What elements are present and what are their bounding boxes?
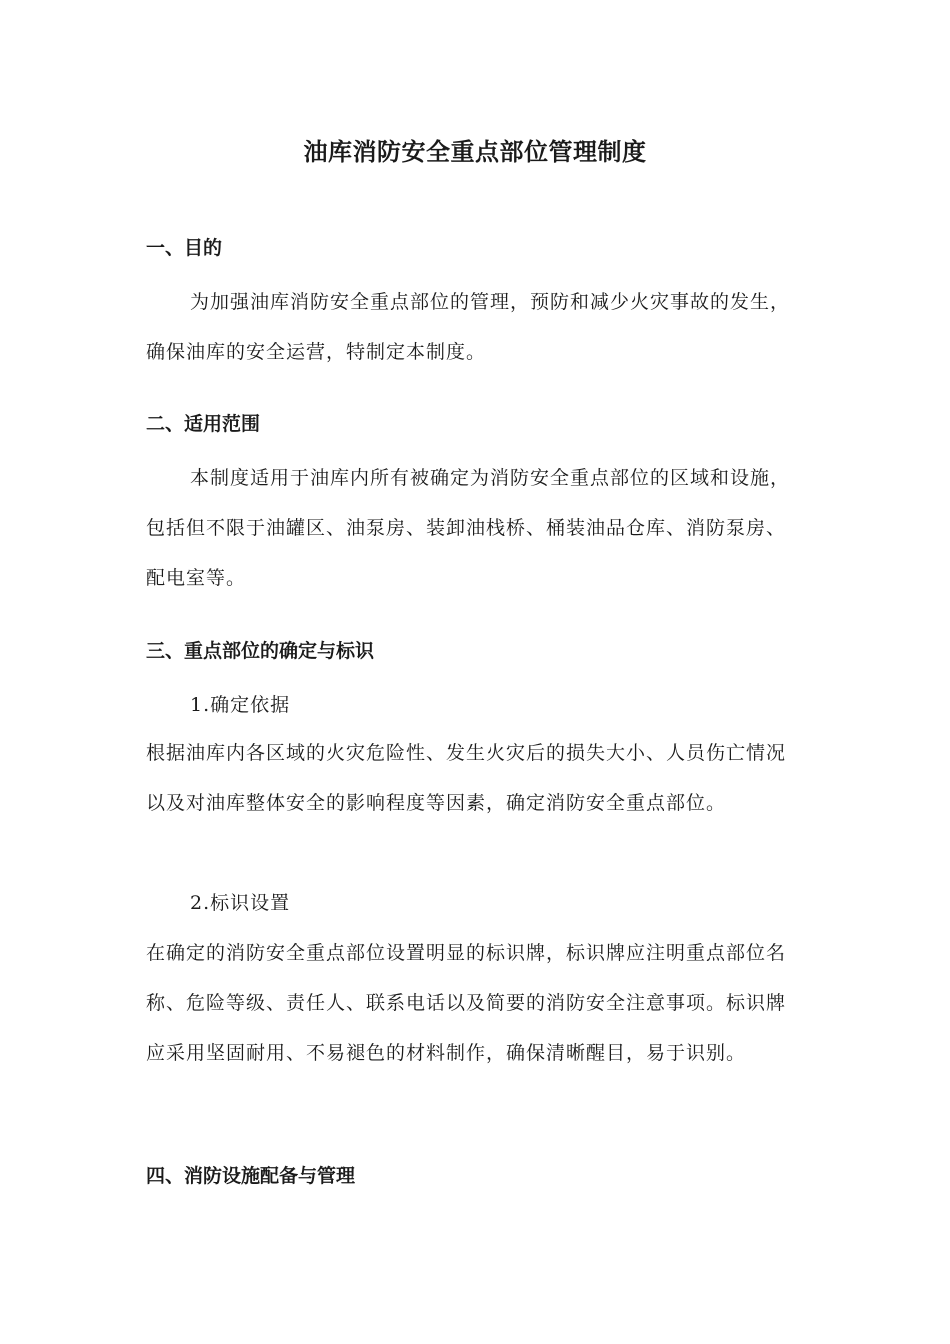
section-heading-scope: 二、适用范围 [146,413,261,435]
section-heading-purpose: 一、目的 [146,237,223,259]
subsection-label-signage: 2.标识设置 [190,892,291,914]
subsection-text-basis: 根据油库内各区域的火灾危险性、发生火灾后的损失大小、人员伤亡情况以及对油库整体安全的影响程度等因素，确定消防安全重点部位。 [146,742,787,814]
section-paragraph-scope: 本制度适用于油库内所有被确定为消防安全重点部位的区域和设施，包括但不限于油罐区、油泵房、装卸油栈桥、桶装油品仓库、消防泵房、配电室等。 [146,467,791,589]
subsection-text-signage: 在确定的消防安全重点部位设置明显的标识牌，标识牌应注明重点部位名称、危险等级、责任人、联系电话以及简要的消防安全注意事项。标识牌应采用坚固耐用、不易褪色的材料制作，确保清晰醒目，易于识别。 [146,942,787,1064]
section-paragraph-purpose: 为加强油库消防安全重点部位的管理，预防和减少火灾事故的发生，确保油库的安全运营，特制定本制度。 [146,291,791,363]
section-heading-identification: 三、重点部位的确定与标识 [146,640,375,662]
subsection-label-basis: 1.确定依据 [190,694,291,716]
section-heading-fire-facilities: 四、消防设施配备与管理 [146,1165,356,1187]
document-title: 油库消防安全重点部位管理制度 [303,138,647,166]
